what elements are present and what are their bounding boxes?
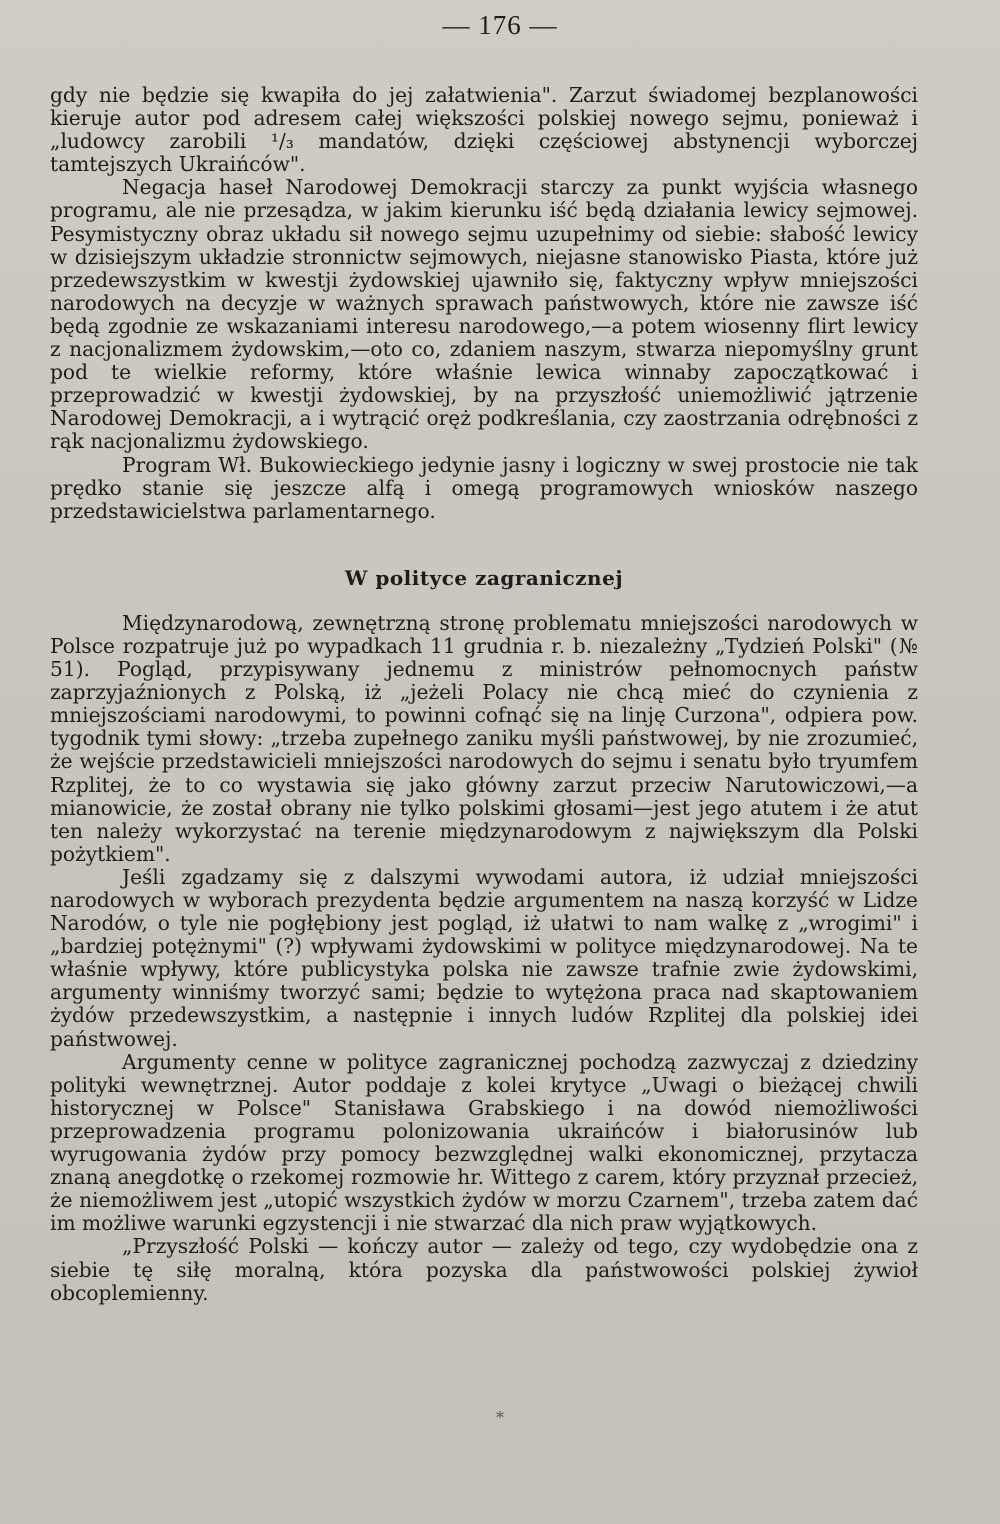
paragraph: Jeśli zgadzamy się z dalszymi wywodami autora, iż udział mniejszości narodowych w wyborach prezydenta będzie argumentem na naszą korzyść w Lidze Narodów, o tyle nie pogłębiony jest pogląd, iż ułatwi to nam walkę z „wrogimi" i „bardziej potężnymi" (?) wpływami żydowskimi w polityce międzynarodowej. Na te właśnie wpływy, które publicystyka polska nie zawsze trafnie zwie żydowskimi, argumenty winniśmy tworzyć sami; będzie to wytężona praca nad skaptowaniem żydów przedewszystkim, a następnie i innych ludów Rzplitej dla polskiej idei państwowej.	[50, 864, 918, 1051]
paragraph: Argumenty cenne w polityce zagranicznej pochodzą zazwyczaj z dziedziny polityki wewnętrznej. Autor poddaje z kolei krytyce „Uwagi o bieżącej chwili historycznej w Polsce" Stanisława Grabskiego i na dowód niemożliwości przeprowadzenia programu polonizowania ukraińców i białorusinów lub wyrugowania żydów przy pomocy bezwzględnej walki ekonomicznej, przytacza znaną anegdotkę o rzekomej rozmowie hr. Wittego z carem, który przyznał przecież, że niemożliwem jest „utopić wszystkich żydów w morzu Czarnem", trzeba zatem dać im możliwe warunki egzystencji i nie stwarzać dla nich praw wyjątkowych.	[50, 1049, 918, 1236]
text-column	[50, 84, 918, 1305]
page-number: — 176 —	[442, 10, 558, 40]
paragraph: Międzynarodową, zewnętrzną stronę problematu mniejszości narodowych w Polsce rozpatruje już po wypadkach 11 grudnia r. b. niezależny „Tydzień Polski" (№ 51). Pogląd, przypisywany jednemu z ministrów pełnomocnych państw zaprzyjaźnionych z Polską, iż „jeżeli Polacy nie chcą mieć do czynienia z mniejszościami narodowymi, to powinni cofnąć się na linję Curzona", odpiera pow. tygodnik tymi słowy: „trzeba zupełnego zaniku myśli państwowej, by nie zrozumieć, że wejście przedstawicieli mniejszości narodowych do sejmu i senatu było tryumfem Rzplitej, że to co wystawia się jako główny zarzut przeciw Narutowiczowi,—a mianowicie, że został obrany nie tylko polskimi głosami—jest jego atutem i że atut ten należy wykorzystać na terenie międzynarodowym z największym dla Polski pożytkiem".	[50, 610, 918, 866]
paragraph-closing: „Przyszłość Polski — kończy autor — zależy od tego, czy wydobędzie ona z siebie tę siłę moralną, która pozyska dla państwowości polskiej żywioł obcoplemienny.	[50, 1234, 918, 1305]
section-heading: W polityce zagranicznej	[344, 565, 624, 590]
paragraph: Program Wł. Bukowieckiego jedynie jasny i logiczny w swej prostocie nie tak prędko stanie się jeszcze alfą i omegą programowych wniosków naszego przedstawicielstwa parlamentarnego.	[50, 452, 918, 523]
paragraph: Negacja haseł Narodowej Demokracji starczy za punkt wyjścia własnego programu, ale nie przesądza, w jakim kierunku iść będą działania lewicy sejmowej. Pesymistyczny obraz układu sił nowego sejmu uzupełnimy od siebie: słabość lewicy w dzisiejszym układzie stronnictw sejmowych, niejasne stanowisko Piasta, które już przedewszystkim w kwestji żydowskiej ujawniło się, faktyczny wpływ mniejszości narodowych na decyzje w ważnych sprawach państwowych, które nie zawsze iść będą zgodnie ze wskazaniami interesu narodowego,—a potem wiosenny flirt lewicy z nacjonalizmem żydowskim,—oto co, zdaniem naszym, stwarza niepomyślny grunt pod te wielkie reformy, które właśnie lewica winnaby zapoczątkować i przeprowadzić w kwestji żydowskiej, by na przyszłość uniemożliwić jątrzenie Narodowej Demokracji, a i wytrącić oręż podkreślania, czy zaostrzania odrębności z rąk nacjonalizmu żydowskiego.	[50, 175, 918, 454]
section-separator: *	[496, 1408, 504, 1427]
paragraph-continued: gdy nie będzie się kwapiła do jej załatwienia". Zarzut świadomej bezplanowości kieruje autor pod adresem całej większości polskiej nowego sejmu, ponieważ i „ludowcy zarobili ¹/₃ mandatów, dzięki częściowej abstynencji wyborczej tamtejszych Ukraińców".	[50, 83, 918, 177]
